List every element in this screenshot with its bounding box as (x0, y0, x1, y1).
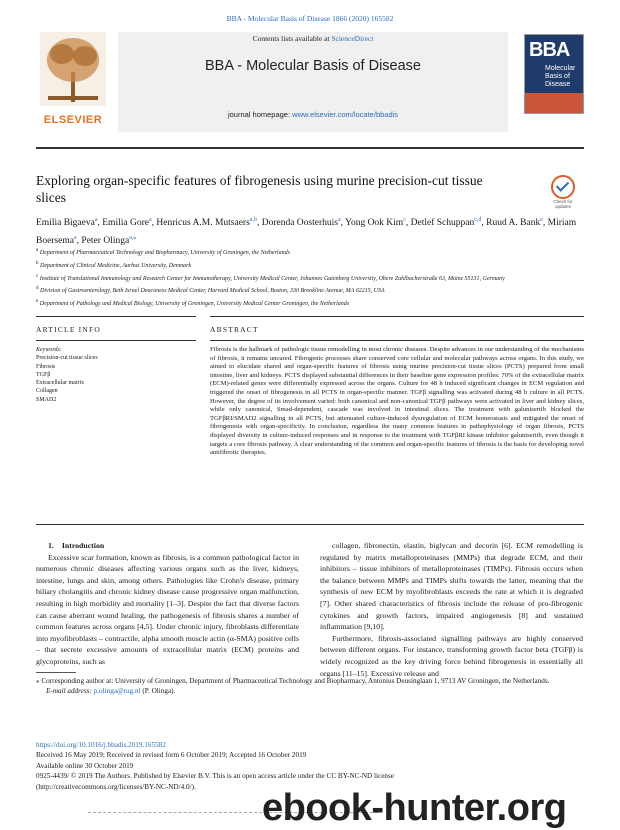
footnote-rule (36, 672, 76, 673)
author-name[interactable]: Henricus A.M. Mutsaers (156, 218, 250, 229)
affiliation-text: Department of Pharmaceutical Technology and Biopharmacy, University of Groningen, the Netherlands (38, 250, 290, 256)
article-title: Exploring organ-specific features of fibrogenesis using murine precision-cut tissue slices (36, 173, 483, 205)
affiliation-text: Institute of Translational Immunology and Research Center for Immunotherapy, University Medical Center, Johannes Gutenberg University, Obere Zahlbacherstraße 63, Mainz 55131, Germany (38, 275, 505, 282)
author-name[interactable]: Peter Olinga (81, 236, 130, 247)
affiliation-item (36, 284, 584, 297)
license-url[interactable]: (http://creativecommons.org/licenses/BY-NC-ND/4.0/). (36, 782, 196, 791)
affiliation-item (36, 272, 584, 285)
keywords-block (36, 346, 186, 404)
abstract-bottom-rule (36, 524, 584, 525)
author-name[interactable]: Detlef Schuppan (410, 218, 475, 229)
affiliation-text: Division of Gastroenterology, Beth Israel Deaconess Medical Center, Harvard Medical School, Boston, 330 Brookline Avenue, MA 02215, USA (38, 288, 385, 295)
cover-abbreviation: BBA (529, 39, 570, 61)
email-link[interactable]: p.olinga@rug.nl (93, 687, 141, 696)
online-date: Available online 30 October 2019 (36, 761, 134, 770)
affiliation-mark: e (36, 299, 39, 305)
journal-header (36, 32, 584, 138)
doi-link[interactable]: https://doi.org/10.1016/j.bbadis.2019.165582 (36, 741, 166, 749)
keyword-list (36, 354, 186, 404)
abstract-text: Fibrosis is the hallmark of pathologic tissue remodelling in most chronic diseases. Despite advances in our understanding of the mechanisms of fibrosis, it remains uncured. Fibrogenic processes share conserved core cellular and molecular pathways across organs. In this study, we aimed to elucidate shared and organ-specific features of fibrosis using murine precision-cut tissue slices (PCTS) prepared from small intestine, liver and kidneys. PCTS displayed substantial differences in their baseline gene expression profiles: 70% of the extracellular matrix (ECM)-related genes were differentially expressed across the organs. Culture for 48 h induced significant changes in ECM regulation and triggered the onset of fibrogenesis in all PCTS in organ-specific manner. TGFβ signalling was activated during 48 h culture in all PCTS. However, the degree of its involvement varied: both canonical and non-canonical TGFβ pathways were activated in liver and kidney slices, while only canonical, Smad-dependent, cascade was involved in intestinal slices. The treatment with galunisertib blocked the TGFβRI/SMAD2 signalling in all PCTS, but attenuated culture-induced dysregulation of ECM homeostasis and mitigated the onset of fibrogenesis with organ-specificity. In conclusion, regardless the many common features in pathophysiology of organ fibrosis, PCTS displayed diversity in culture-induced responses and in response to the treatment with TGFβRI kinase inhibitor galunisertib, even though it targets a core fibrosis pathway. A clear understanding of the common and organ-specific features of fibrosis is the basis for developing novel antifibrotic therapies. (210, 346, 584, 457)
author-name[interactable]: Ruud A. Bank (486, 218, 541, 229)
homepage-link[interactable]: www.elsevier.com/locate/bbadis (292, 110, 399, 119)
keyword-item: Fibrosis (36, 363, 56, 370)
keyword-item: TGFβ (36, 371, 51, 378)
author-affiliation-mark[interactable]: e (540, 217, 543, 223)
watermark: ebook-hunter.org (262, 787, 567, 829)
contents-line: Contents lists available at ScienceDirect (252, 34, 374, 43)
corresponding-author-note: ⁎ Corresponding author at: University of Groningen, Department of Pharmaceutical Technology and Biopharmacy, Antonius Deusinglaan 1, 9713 AV Groningen, the Netherlands. (36, 677, 550, 685)
author-list: Emilia Bigaeva$^a$, Emilia Gore$^a$, Henricus A.M. Mutsaers$^{a,b}$, Dorenda Oosterhuis$^a$, Yong Ook Kim$^c$, Detlef Schuppan$^{c,d}$, Ruud A. Bank$^e$, Miriam Boersema$^a$, Peter Olinga$^{a,⁎}$ (36, 217, 577, 247)
body-paragraph: Furthermore, fibrosis-associated signalling pathways are highly conserved between different organs. For instance, transforming growth factor beta (TGFβ) is widely recognized as the key driving force behind fibrogenesis in essentially all organs [11–15]. Excessive release and (320, 633, 583, 678)
author-affiliation-mark[interactable]: a,b (249, 217, 257, 223)
affiliation-item (36, 246, 584, 259)
author-affiliation-mark[interactable]: a (74, 235, 77, 242)
body-column-right (320, 540, 583, 679)
abstract-rule-2 (210, 340, 584, 341)
journal-info-box (118, 32, 508, 132)
sciencedirect-link[interactable]: ScienceDirect (331, 34, 374, 43)
license-statement: 0925-4439/ © 2019 The Authors. Published by Elsevier B.V. This is an open access article under the CC BY-NC-ND license (36, 772, 394, 781)
check-for-updates-button[interactable] (548, 175, 578, 209)
author-name[interactable]: Miriam Boersema (36, 218, 577, 247)
publisher-logo[interactable] (36, 32, 110, 132)
affiliation-text: Department of Pathology and Medical Biology, University of Groningen, University Medical Center Groningen, the Netherlands (38, 301, 350, 308)
author-name[interactable]: Dorenda Oosterhuis (261, 218, 338, 229)
author-name[interactable]: Yong Ook Kim (345, 218, 404, 229)
affiliation-mark: d (36, 286, 39, 292)
affiliation-mark: c (36, 273, 39, 279)
footnote (36, 676, 584, 697)
cover-subtitle: Molecular Basis of Disease (545, 65, 576, 88)
author-affiliation-mark[interactable]: a,⁎ (129, 235, 137, 242)
author-name[interactable]: Emilia Gore (102, 218, 149, 229)
body-paragraph: Excessive scar formation, known as fibrosis, is a common pathological factor in numerous chronic diseases affecting various organs such as the liver, kidneys, intestine, lungs and skin, among others. Pathologies like Crohn's disease, primary biliary cholangitis and chronic kidney disease cause progressive organ malfunction, resulting in high morbidity and mortality [1–3]. Despite the fact that diverse factors can cause aberrant wound healing, the pathogenesis of fibrosis shares a number of common features across organs [4,5]. Under chronic injury, fibroblasts differentiate into myofibroblasts – contractile, alpha smooth muscle actin (α-SMA) positive cells – that secrete excessive amounts of extracellular matrix (ECM) proteins and glycoproteins, such as (36, 552, 299, 666)
keyword-item: Extracellular matrix (36, 380, 85, 387)
header-divider (36, 147, 584, 149)
check-icon (551, 175, 575, 199)
elsevier-tree-icon (40, 32, 106, 106)
author-name[interactable]: Emilia Bigaeva (36, 218, 95, 229)
journal-title: BBA - Molecular Basis of Disease (205, 58, 421, 74)
author-affiliation-mark[interactable]: a (94, 217, 98, 223)
affiliation-list (36, 246, 584, 310)
keyword-item: SMAD2 (36, 396, 57, 403)
journal-citation[interactable]: BBA - Molecular Basis of Disease 1866 (2020) 165582 (226, 14, 394, 23)
author-affiliation-mark[interactable]: c,d (474, 217, 482, 223)
affiliation-mark: a (36, 248, 39, 253)
check-label: Check for updates (553, 199, 573, 209)
article-info-heading: ARTICLE INFO (36, 325, 101, 334)
affiliation-item (36, 259, 584, 272)
received-dates: Received 16 May 2019; Received in revised form 6 October 2019; Accepted 16 October 2019 (36, 751, 307, 760)
affiliation-item (36, 297, 584, 310)
keyword-item: Collagen (36, 388, 58, 395)
article-info-rule-2 (36, 340, 196, 341)
article-info-rule (36, 316, 196, 317)
author-affiliation-mark[interactable]: a (337, 217, 341, 223)
abstract-rule (210, 316, 584, 317)
publisher-name: ELSEVIER (43, 114, 103, 126)
affiliation-mark: b (36, 260, 39, 266)
email-line: E-mail address: p.olinga@rug.nl (P. Olinga). (46, 687, 176, 696)
article-metadata (36, 740, 584, 792)
cover-band (525, 93, 583, 113)
section-heading-introduction: 1. Introduction (48, 541, 105, 550)
body-paragraph: collagen, fibronectin, elastin, biglycan and decorin [6]. ECM remodelling is regulated by matrix metalloproteinases (MMPs) that degrade ECM, and their inhibitors – tissue inhibitors of metalloproteinases (TIMPs). Fibrosis occurs when the balance between MMPs and TIMPs shifts towards the latter, meaning that the synthesis of new ECM by myofibroblasts exceeds the rate at which it is degraded [7]. Other shared characteristics of fibrosis include the release of pro-fibrogenic cytokines and growth factors, impaired angiogenesis [8] and sustained inflammation [9,10]. (320, 541, 583, 632)
keywords-label: Keywords: (36, 347, 62, 353)
author-affiliation-mark[interactable]: c (403, 217, 406, 223)
author-affiliation-mark[interactable]: a (148, 217, 152, 223)
journal-cover[interactable] (524, 34, 584, 114)
homepage-line: journal homepage: www.elsevier.com/locate/bbadis (227, 110, 399, 119)
affiliation-text: Department of Clinical Medicine, Aarhus University, Denmark (38, 262, 192, 269)
abstract-heading: ABSTRACT (210, 325, 259, 334)
keyword-item: Precision-cut tissue slices (36, 355, 98, 362)
body-column-left (36, 540, 299, 668)
